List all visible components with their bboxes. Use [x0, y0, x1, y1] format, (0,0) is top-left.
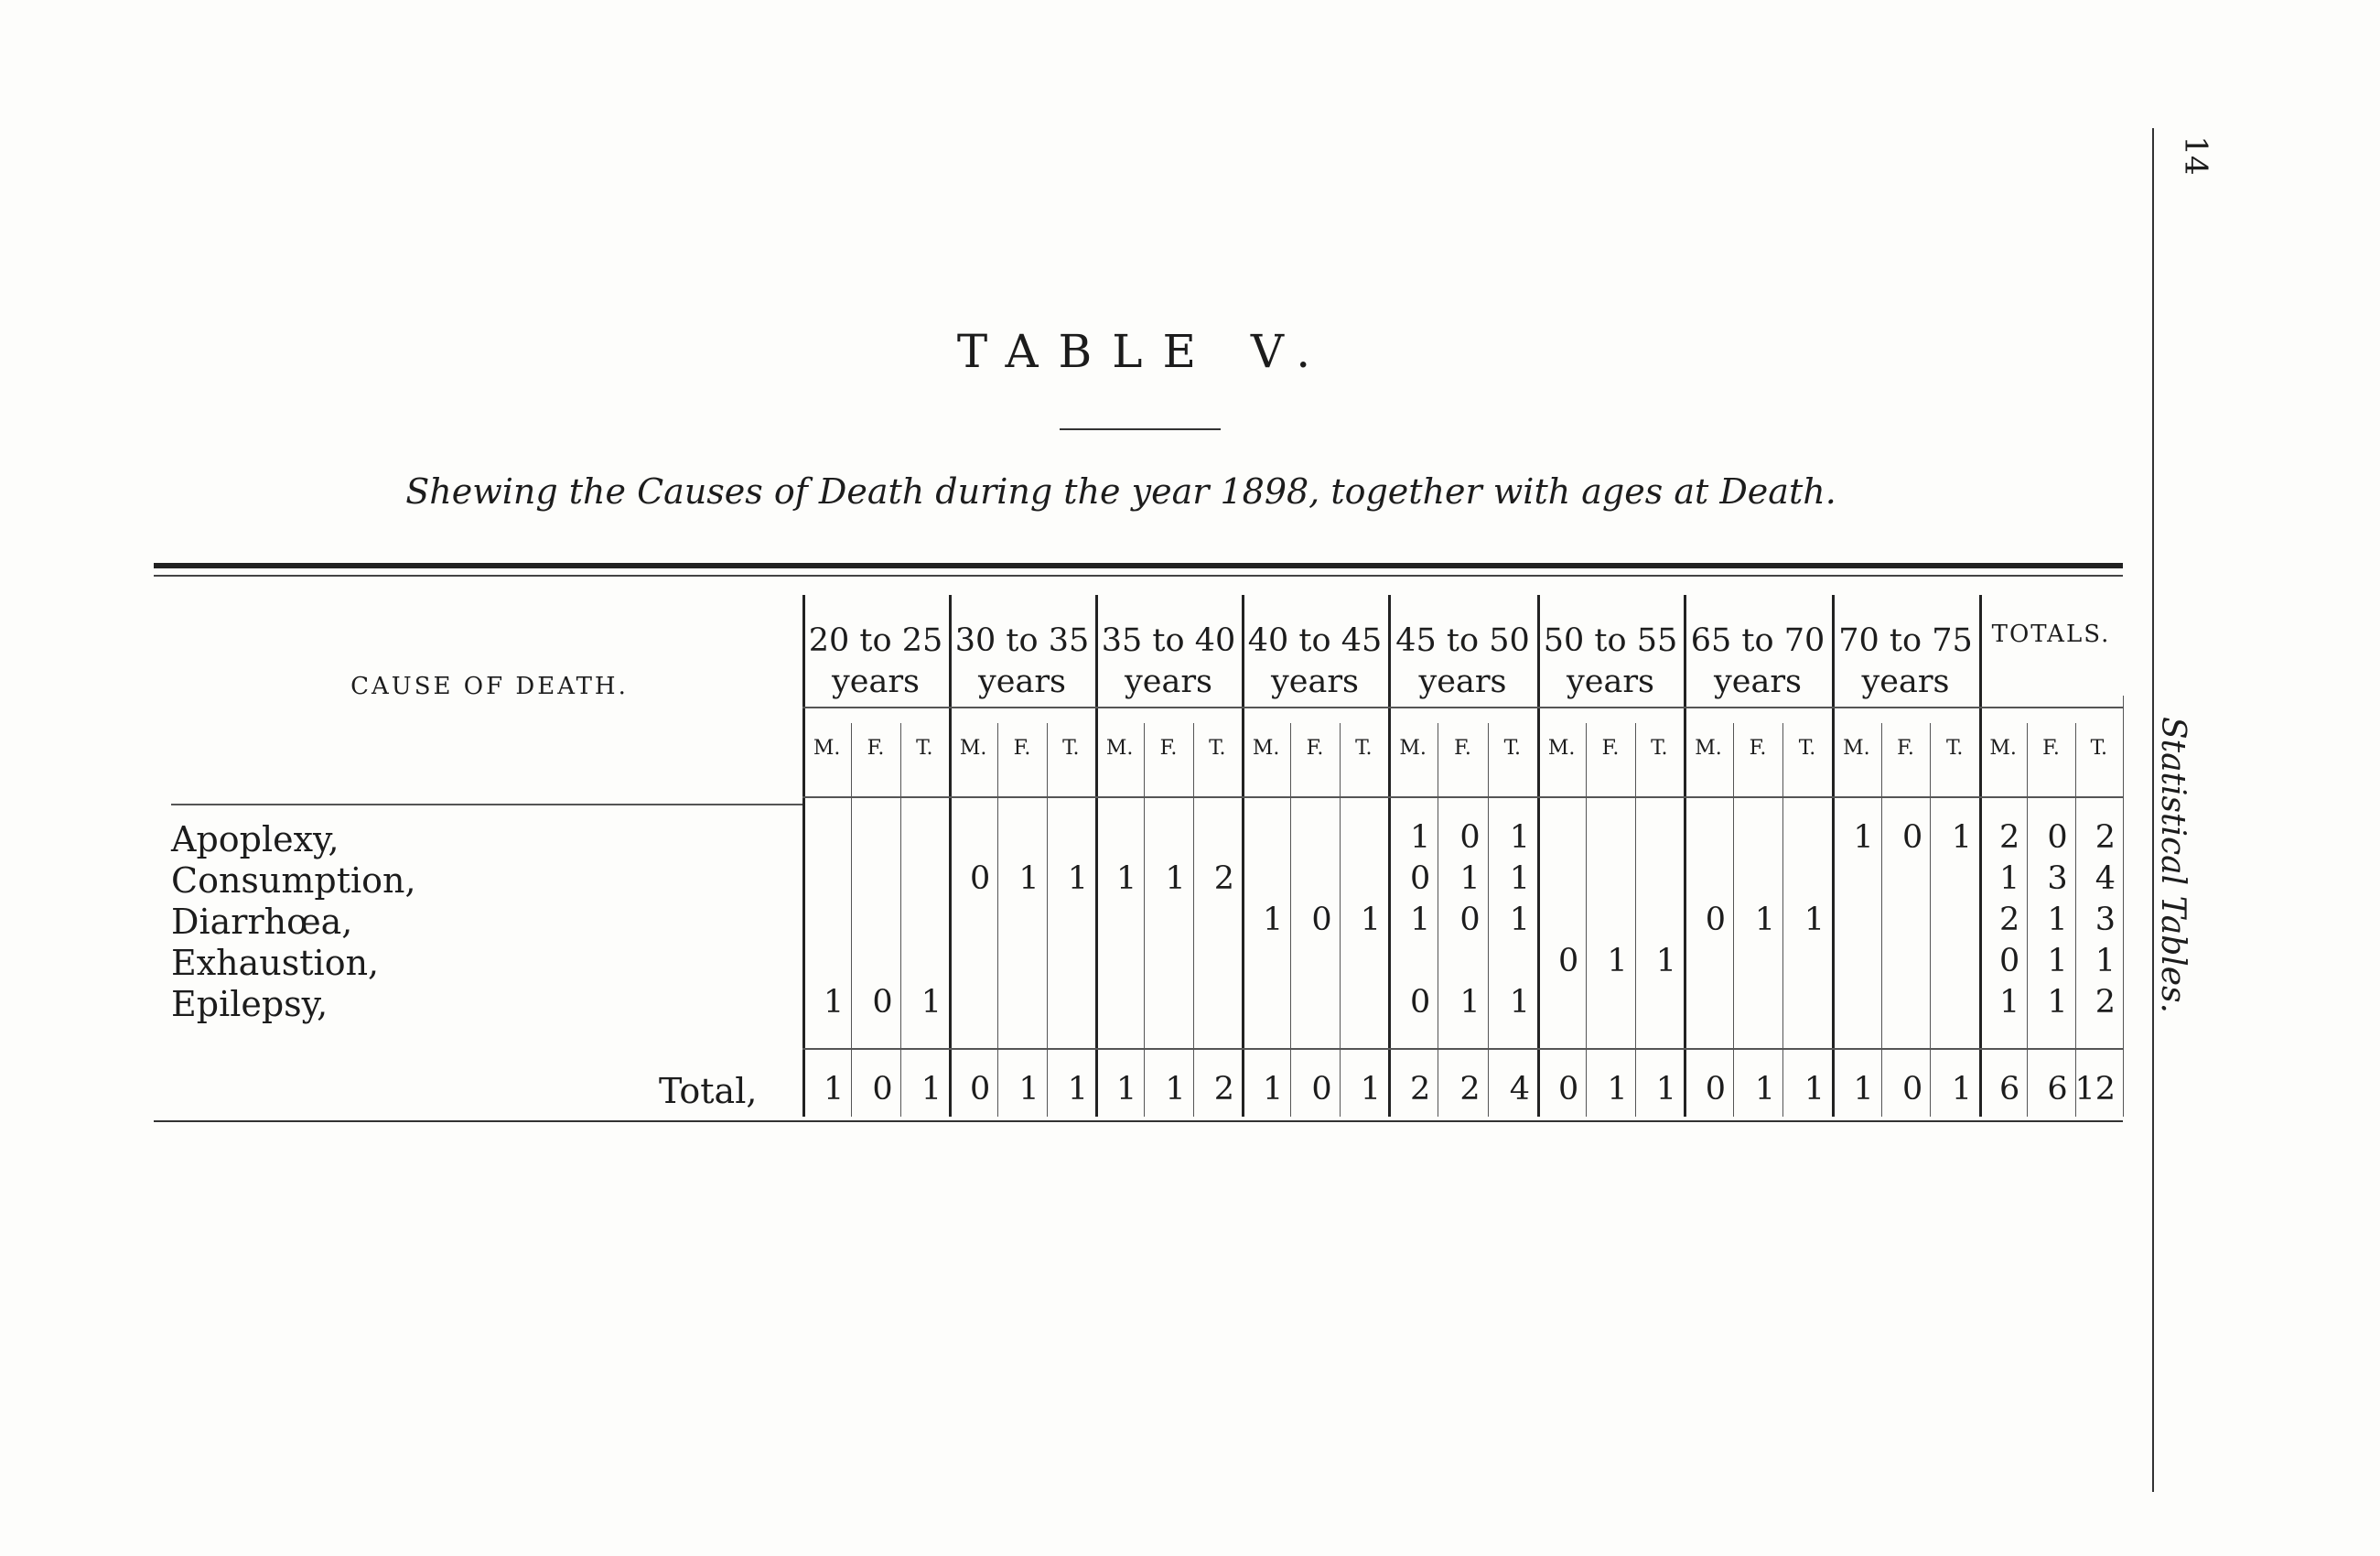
total-cell-0-0: 1	[824, 1071, 845, 1108]
total-rule-2	[1095, 1048, 1242, 1050]
age-group-label-7: 70 to 75	[1838, 622, 1973, 659]
sub-label-2-2: T.	[1209, 737, 1226, 760]
sub-label-0-2: T.	[916, 737, 933, 760]
total-cell-1-1: 1	[1018, 1071, 1039, 1108]
table-top-rule-light	[154, 575, 2123, 577]
row-total-3-1: 1	[2047, 943, 2068, 979]
data-cell-2-0: 1	[1116, 860, 1137, 897]
sub-label-1-1: F.	[1013, 737, 1031, 760]
age-group-years-1: years	[977, 664, 1067, 700]
total-cell-2-1: 1	[1165, 1071, 1186, 1108]
data-cell-0-1: 0	[872, 984, 893, 1021]
group-header-rule-0	[802, 707, 949, 708]
data-cell-1-0: 0	[970, 860, 991, 897]
sub-header-rule-1	[949, 796, 1095, 798]
data-cell-7-2: 1	[1509, 984, 1530, 1021]
age-group-years-6: years	[1713, 664, 1803, 700]
sub-label-3-1: F.	[1306, 737, 1324, 760]
total-cell-3-0: 1	[1263, 1071, 1284, 1108]
age-group-years-7: years	[1861, 664, 1950, 700]
age-group-years-2: years	[1124, 664, 1213, 700]
age-group-years-3: years	[1270, 664, 1360, 700]
data-cell-8-0: 0	[1558, 943, 1579, 979]
sub-label-5-0: M.	[1547, 737, 1576, 760]
data-cell-3-1: 0	[1311, 902, 1332, 938]
sub-header-rule-3	[1242, 796, 1388, 798]
sub-label-7-1: F.	[1897, 737, 1914, 760]
sub-divider-1-2	[1047, 723, 1048, 1117]
data-cell-10-2: 1	[1951, 819, 1972, 856]
sub-label-8-1: F.	[2042, 737, 2060, 760]
data-cell-2-1: 1	[1165, 860, 1186, 897]
row-total-2-1: 1	[2047, 902, 2068, 938]
total-cell-2-0: 1	[1116, 1071, 1137, 1108]
age-group-label-2: 35 to 40	[1101, 622, 1236, 659]
sub-label-6-1: F.	[1749, 737, 1767, 760]
total-cell-8-0: 6	[1999, 1071, 2020, 1108]
total-cell-6-1: 1	[1754, 1071, 1775, 1108]
total-cell-4-2: 4	[1509, 1071, 1530, 1108]
row-total-4-1: 1	[2047, 984, 2068, 1021]
total-cell-0-1: 0	[872, 1071, 893, 1108]
row-total-0-2: 2	[2095, 819, 2116, 856]
data-cell-10-0: 1	[1853, 819, 1874, 856]
total-cell-6-2: 1	[1804, 1071, 1825, 1108]
age-group-years-0: years	[831, 664, 921, 700]
total-cell-7-1: 0	[1902, 1071, 1923, 1108]
group-header-rule-3	[1242, 707, 1388, 708]
data-cell-1-2: 1	[1067, 860, 1088, 897]
sub-label-0-0: M.	[813, 737, 841, 760]
data-cell-0-0: 1	[824, 984, 845, 1021]
group-header-rule-2	[1095, 707, 1242, 708]
group-header-rule-5	[1537, 707, 1684, 708]
cause-of-death-header: CAUSE OF DEATH.	[350, 673, 629, 700]
sub-label-4-1: F.	[1454, 737, 1471, 760]
total-cell-5-0: 0	[1558, 1071, 1579, 1108]
running-head: Statistical Tables.	[2154, 716, 2192, 1014]
row-total-2-2: 3	[2095, 902, 2116, 938]
data-cell-4-2: 1	[1509, 819, 1530, 856]
row-total-2-0: 2	[1999, 902, 2020, 938]
age-group-label-0: 20 to 25	[808, 622, 943, 659]
data-cell-9-0: 0	[1705, 902, 1726, 938]
total-rule-7	[1832, 1048, 1979, 1050]
data-cell-6-2: 1	[1509, 902, 1530, 938]
cause-header-rule	[171, 804, 802, 805]
totals-header: TOTALS.	[1991, 621, 2111, 648]
sub-divider-5-1	[1586, 723, 1587, 1117]
total-cell-3-2: 1	[1360, 1071, 1381, 1108]
total-rule-6	[1684, 1048, 1832, 1050]
table-right-border	[2123, 696, 2124, 1117]
age-group-years-4: years	[1418, 664, 1507, 700]
total-cell-1-2: 1	[1067, 1071, 1088, 1108]
sub-header-rule-6	[1684, 796, 1832, 798]
group-header-rule-1	[949, 707, 1095, 708]
data-cell-3-0: 1	[1263, 902, 1284, 938]
total-rule-8	[1979, 1048, 2123, 1050]
total-row-label: Total,	[659, 1071, 758, 1111]
sub-divider-5-2	[1635, 723, 1636, 1117]
sub-label-7-2: T.	[1945, 737, 1964, 760]
data-cell-1-1: 1	[1018, 860, 1039, 897]
cause-epilepsy: Epilepsy,	[171, 984, 328, 1024]
sub-label-8-0: M.	[1989, 737, 2017, 760]
total-rule-3	[1242, 1048, 1388, 1050]
total-cell-8-1: 6	[2047, 1071, 2068, 1108]
data-cell-5-1: 1	[1459, 860, 1481, 897]
data-cell-9-1: 1	[1754, 902, 1775, 938]
group-header-rule-4	[1388, 707, 1537, 708]
data-cell-7-1: 1	[1459, 984, 1481, 1021]
sub-header-rule-7	[1832, 796, 1979, 798]
sub-label-5-1: F.	[1601, 737, 1620, 760]
table-subtitle: Shewing the Causes of Death during the year 1898, together with ages at Death.	[405, 471, 1836, 512]
data-cell-7-0: 0	[1410, 984, 1431, 1021]
sub-divider-0-2	[900, 723, 901, 1117]
data-cell-4-1: 0	[1459, 819, 1481, 856]
sub-header-rule-0	[802, 796, 949, 798]
sub-label-7-0: M.	[1843, 737, 1870, 760]
group-header-rule-8	[1979, 707, 2123, 708]
age-group-label-6: 65 to 70	[1690, 622, 1825, 659]
data-cell-2-2: 2	[1213, 860, 1234, 897]
age-group-label-4: 45 to 50	[1395, 622, 1530, 659]
sub-label-6-0: M.	[1695, 737, 1722, 760]
data-cell-5-0: 0	[1410, 860, 1431, 897]
total-cell-2-2: 2	[1213, 1071, 1234, 1108]
group-header-rule-6	[1684, 707, 1832, 708]
sub-label-1-0: M.	[959, 737, 987, 760]
row-total-3-0: 0	[1999, 943, 2020, 979]
sub-header-rule-8	[1979, 796, 2123, 798]
data-cell-6-0: 1	[1410, 902, 1431, 938]
total-cell-5-1: 1	[1607, 1071, 1628, 1108]
row-total-0-1: 0	[2047, 819, 2068, 856]
total-cell-5-2: 1	[1655, 1071, 1676, 1108]
cause-consumption: Consumption,	[171, 860, 416, 901]
total-cell-8-2: 12	[2074, 1071, 2116, 1108]
total-cell-7-0: 1	[1853, 1071, 1874, 1108]
sub-divider-0-1	[851, 723, 852, 1117]
data-cell-5-2: 1	[1509, 860, 1530, 897]
total-cell-4-1: 2	[1459, 1071, 1481, 1108]
sub-label-2-0: M.	[1105, 737, 1134, 760]
row-total-1-1: 3	[2047, 860, 2068, 897]
cause-list	[171, 819, 416, 1025]
total-cell-0-2: 1	[921, 1071, 942, 1108]
row-total-4-2: 2	[2095, 984, 2116, 1021]
sub-header-rule-4	[1388, 796, 1537, 798]
data-cell-6-1: 0	[1459, 902, 1481, 938]
total-cell-3-1: 0	[1311, 1071, 1332, 1108]
row-total-1-2: 4	[2095, 860, 2116, 897]
data-cell-10-1: 0	[1902, 819, 1923, 856]
sub-label-3-0: M.	[1252, 737, 1280, 760]
total-cell-4-0: 2	[1410, 1071, 1431, 1108]
row-total-3-2: 1	[2095, 943, 2116, 979]
data-cell-4-0: 1	[1410, 819, 1431, 856]
table-bottom-rule	[154, 1120, 2123, 1122]
data-cell-9-2: 1	[1804, 902, 1825, 938]
age-group-label-3: 40 to 45	[1247, 622, 1383, 659]
cause-apoplexy: Apoplexy,	[171, 819, 339, 859]
table-title: TABLE V.	[956, 325, 1331, 378]
table-top-rule-heavy	[154, 563, 2123, 568]
sub-label-5-2: T.	[1651, 737, 1668, 760]
age-group-label-5: 50 to 55	[1543, 622, 1678, 659]
total-rule-5	[1537, 1048, 1684, 1050]
sub-divider-2-1	[1144, 723, 1145, 1117]
sub-label-8-2: T.	[2090, 737, 2108, 760]
sub-label-1-2: T.	[1062, 737, 1080, 760]
sub-label-6-2: T.	[1798, 737, 1816, 760]
sub-label-2-1: F.	[1159, 737, 1178, 760]
sub-label-4-0: M.	[1399, 737, 1427, 760]
total-cell-7-2: 1	[1951, 1071, 1972, 1108]
page-number: 14	[2178, 135, 2215, 176]
data-cell-8-2: 1	[1655, 943, 1676, 979]
row-total-0-0: 2	[1999, 819, 2020, 856]
sub-divider-2-2	[1193, 723, 1194, 1117]
sub-label-4-2: T.	[1503, 737, 1522, 760]
group-divider-8	[1979, 595, 1982, 1117]
total-rule-0	[802, 1048, 949, 1050]
sub-header-rule-2	[1095, 796, 1242, 798]
age-group-years-5: years	[1566, 664, 1655, 700]
group-header-rule-7	[1832, 707, 1979, 708]
sub-header-rule-5	[1537, 796, 1684, 798]
row-total-4-0: 1	[1999, 984, 2020, 1021]
total-rule-1	[949, 1048, 1095, 1050]
data-cell-0-2: 1	[921, 984, 942, 1021]
sub-label-3-2: T.	[1355, 737, 1373, 760]
sub-divider-7-1	[1881, 723, 1882, 1117]
age-group-label-1: 30 to 35	[954, 622, 1090, 659]
cause-diarrhoea: Diarrhœa,	[171, 902, 353, 942]
total-rule-4	[1388, 1048, 1537, 1050]
sub-divider-7-2	[1930, 723, 1931, 1117]
total-cell-1-0: 0	[970, 1071, 991, 1108]
data-cell-3-2: 1	[1360, 902, 1381, 938]
total-cell-6-0: 0	[1705, 1071, 1726, 1108]
sub-divider-1-1	[997, 723, 998, 1117]
row-total-1-0: 1	[1999, 860, 2020, 897]
data-cell-8-1: 1	[1607, 943, 1628, 979]
sub-label-0-1: F.	[867, 737, 885, 760]
cause-exhaustion: Exhaustion,	[171, 943, 380, 983]
